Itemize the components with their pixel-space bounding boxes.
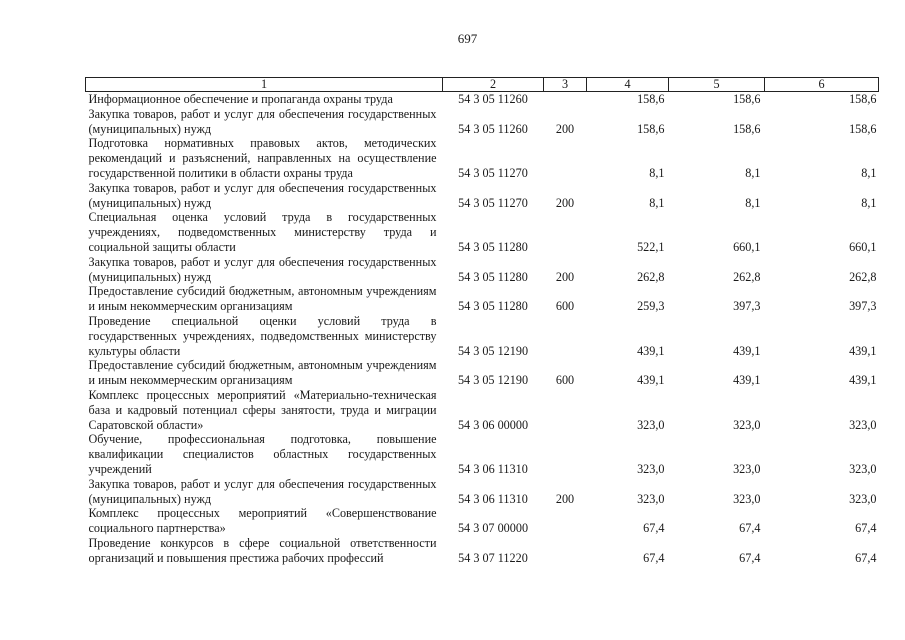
row-value-6: 323,0 xyxy=(849,417,877,432)
table-row xyxy=(86,477,879,507)
row-code: 54 3 05 12190 xyxy=(457,373,529,388)
row-name: Информационное обеспечение и пропаганда охраны труда xyxy=(88,92,393,106)
row-value-5: 67,4 xyxy=(739,521,761,536)
row-value-4: 439,1 xyxy=(637,343,665,358)
row-code: 54 3 05 11260 xyxy=(458,92,528,106)
row-code: 54 3 07 11220 xyxy=(458,550,528,565)
row-expense-type xyxy=(544,314,587,358)
row-code: 54 3 05 11280 xyxy=(458,239,528,254)
row-expense-type xyxy=(544,432,587,476)
page-number: 697 xyxy=(457,31,478,46)
row-value-5: 67,4 xyxy=(739,550,761,565)
row-value-4: 158,6 xyxy=(637,121,665,136)
table-row xyxy=(86,136,879,180)
row-value-5: 158,6 xyxy=(733,92,761,106)
row-value-5: 323,0 xyxy=(733,461,761,476)
row-value-4: 522,1 xyxy=(637,239,665,254)
row-code: 54 3 06 00000 xyxy=(457,417,529,432)
row-value-5: 439,1 xyxy=(733,343,761,358)
row-code: 54 3 05 11280 xyxy=(458,269,528,284)
row-expense-type: 200 xyxy=(555,269,575,284)
row-code: 54 3 05 11280 xyxy=(458,299,528,314)
table-row xyxy=(86,255,879,285)
row-value-6: 158,6 xyxy=(849,92,877,106)
row-expense-type: 200 xyxy=(555,195,575,210)
row-value-5: 8,1 xyxy=(745,195,761,210)
row-value-4: 262,8 xyxy=(637,269,665,284)
row-name: Закупка товаров, работ и услуг для обеспечения государственных (муниципальных) нужд xyxy=(88,254,437,284)
row-code: 54 3 06 11310 xyxy=(458,491,528,506)
row-value-6: 158,6 xyxy=(849,121,877,136)
table-row xyxy=(86,181,879,211)
row-value-4: 323,0 xyxy=(637,491,665,506)
row-value-4: 323,0 xyxy=(637,417,665,432)
row-name: Комплекс процессных мероприятий «Совершенствование социального партнерства» xyxy=(88,506,437,536)
row-value-6: 660,1 xyxy=(849,239,877,254)
table-row xyxy=(86,432,879,476)
row-value-5: 439,1 xyxy=(733,373,761,388)
row-value-4: 439,1 xyxy=(637,373,665,388)
table-row xyxy=(86,536,879,566)
row-value-6: 67,4 xyxy=(855,550,877,565)
row-code: 54 3 05 11260 xyxy=(458,121,528,136)
column-header-4: 4 xyxy=(587,78,669,92)
row-name: Специальная оценка условий труда в государственных учреждениях, подведомственных министерству труда и социальной защиты области xyxy=(88,210,437,254)
column-header-1: 1 xyxy=(86,78,443,92)
row-value-4: 67,4 xyxy=(643,550,665,565)
row-name: Закупка товаров, работ и услуг для обеспечения государственных (муниципальных) нужд xyxy=(88,106,437,136)
row-value-6: 262,8 xyxy=(849,269,877,284)
row-code: 54 3 06 11310 xyxy=(458,461,528,476)
row-name: Закупка товаров, работ и услуг для обеспечения государственных (муниципальных) нужд xyxy=(88,180,437,210)
row-expense-type xyxy=(544,92,587,107)
row-value-6: 8,1 xyxy=(861,195,877,210)
row-value-6: 323,0 xyxy=(849,491,877,506)
row-value-6: 397,3 xyxy=(849,299,877,314)
row-expense-type: 200 xyxy=(555,121,575,136)
row-expense-type xyxy=(544,136,587,180)
budget-table xyxy=(85,77,879,566)
table-row xyxy=(86,314,879,358)
column-header-6: 6 xyxy=(765,78,879,92)
row-value-5: 262,8 xyxy=(733,269,761,284)
header-row xyxy=(86,78,879,92)
row-value-6: 67,4 xyxy=(855,521,877,536)
table-row xyxy=(86,358,879,388)
row-expense-type: 600 xyxy=(555,373,575,388)
table-row xyxy=(86,284,879,314)
row-value-5: 323,0 xyxy=(733,491,761,506)
row-expense-type: 600 xyxy=(555,299,575,314)
row-code: 54 3 07 00000 xyxy=(457,521,529,536)
table-body xyxy=(86,92,879,566)
row-value-5: 158,6 xyxy=(733,121,761,136)
row-name: Обучение, профессиональная подготовка, повышение квалификации специалистов областных государственных учреждений xyxy=(88,432,437,476)
row-name: Проведение конкурсов в сфере социальной ответственности организаций и повышения престижа рабочих профессий xyxy=(88,535,437,565)
row-value-5: 8,1 xyxy=(745,165,761,180)
row-value-5: 323,0 xyxy=(733,417,761,432)
row-value-4: 67,4 xyxy=(643,521,665,536)
row-code: 54 3 05 12190 xyxy=(457,343,529,358)
row-value-4: 8,1 xyxy=(649,165,665,180)
table-row xyxy=(86,210,879,254)
row-code: 54 3 05 11270 xyxy=(458,195,528,210)
row-name: Предоставление субсидий бюджетным, автономным учреждениям и иным некоммерческим организациям xyxy=(88,284,437,314)
table-row xyxy=(86,506,879,536)
row-value-6: 439,1 xyxy=(849,343,877,358)
column-header-5: 5 xyxy=(669,78,765,92)
table-row xyxy=(86,107,879,137)
row-name: Комплекс процессных мероприятий «Материально-техническая база и кадровый потенциал сферы занятости, труда и миграции Саратовской области» xyxy=(88,387,437,432)
row-expense-type xyxy=(544,506,587,536)
table-header xyxy=(86,78,879,92)
row-value-4: 8,1 xyxy=(649,195,665,210)
row-expense-type xyxy=(544,536,587,566)
table-row xyxy=(86,388,879,432)
row-name: Закупка товаров, работ и услуг для обеспечения государственных (муниципальных) нужд xyxy=(88,476,437,506)
row-value-4: 323,0 xyxy=(637,461,665,476)
row-expense-type xyxy=(544,210,587,254)
row-value-6: 323,0 xyxy=(849,461,877,476)
row-value-4: 158,6 xyxy=(637,92,665,106)
column-header-3: 3 xyxy=(544,78,587,92)
row-value-6: 8,1 xyxy=(861,165,877,180)
row-name: Подготовка нормативных правовых актов, методических рекомендаций и разъяснений, направленных на осуществление государственной политики в области охраны труда xyxy=(88,136,437,180)
row-expense-type xyxy=(544,388,587,432)
row-value-6: 439,1 xyxy=(849,373,877,388)
row-name: Проведение специальной оценки условий труда в государственных учреждениях, подведомственных министерству культуры области xyxy=(88,313,437,358)
row-value-5: 660,1 xyxy=(733,239,761,254)
table-row xyxy=(86,92,879,107)
row-expense-type: 200 xyxy=(555,491,575,506)
row-value-5: 397,3 xyxy=(733,299,761,314)
row-code: 54 3 05 11270 xyxy=(458,165,528,180)
row-value-4: 259,3 xyxy=(637,299,665,314)
row-name: Предоставление субсидий бюджетным, автономным учреждениям и иным некоммерческим организациям xyxy=(88,358,437,388)
column-header-2: 2 xyxy=(443,78,544,92)
